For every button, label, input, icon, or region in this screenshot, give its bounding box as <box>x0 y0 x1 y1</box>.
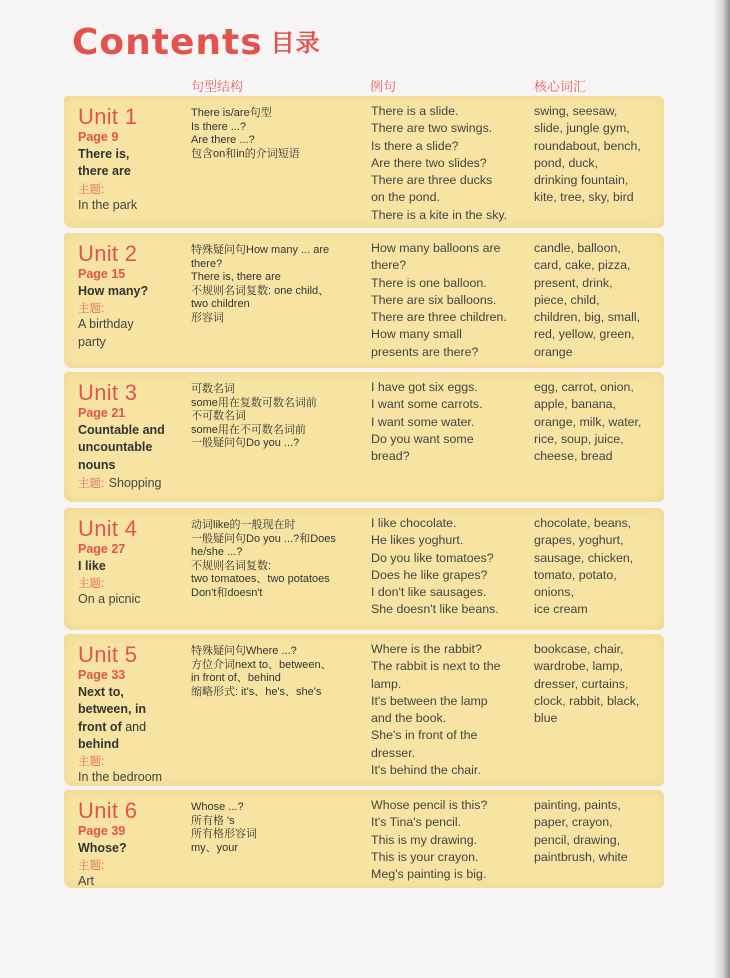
book-spine-shadow <box>714 0 730 978</box>
vocabulary-line: pencil, drawing, <box>534 832 621 847</box>
vocabulary-line: dresser, curtains, <box>534 676 629 691</box>
structure-line: 形容词 <box>191 311 224 324</box>
structure-line: in front of、behind <box>191 672 281 684</box>
example-line: I want some water. <box>371 414 475 429</box>
example-line: There is a kite in the sky. <box>371 207 508 222</box>
structure-line: 可数名词 <box>191 383 235 395</box>
structure-line: Don't和doesn't <box>191 586 263 599</box>
structure-line: 所有格形容词 <box>191 828 257 840</box>
unit-theme: In the park <box>78 197 138 212</box>
unit-grammar-line: How many? <box>78 284 149 298</box>
example-line: The rabbit is next to the <box>371 659 501 674</box>
structure-line: two tomatoes、two potatoes <box>191 573 330 585</box>
vocabulary-line: grapes, yoghurt, <box>534 533 624 548</box>
vocabulary-line: orange, milk, water, <box>534 414 642 429</box>
example-line: It's between the lamp <box>371 693 488 708</box>
example-line: Does he like grapes? <box>371 567 488 582</box>
vocabulary-cell <box>534 797 660 866</box>
vocabulary-line: candle, balloon, <box>534 241 621 255</box>
vocabulary-line: wardrobe, lamp, <box>534 659 623 674</box>
vocabulary-line: piece, child, <box>534 292 600 307</box>
unit-theme: On a picnic <box>78 592 141 607</box>
structure-line: 包含on和in的介词短语 <box>191 147 300 160</box>
unit-name: Unit 5 <box>78 642 138 667</box>
example-line: I have got six eggs. <box>371 380 478 394</box>
vocabulary-cell <box>534 515 660 619</box>
example-line: Is there a slide? <box>371 138 459 153</box>
example-line: Do you like tomatoes? <box>371 550 494 565</box>
examples-cell <box>371 103 526 224</box>
structure-cell <box>191 519 361 600</box>
unit-name: Unit 4 <box>78 516 138 541</box>
example-line: There is a slide. <box>371 104 459 118</box>
example-line: bread? <box>371 449 410 464</box>
page-title <box>72 22 321 63</box>
example-line: She's in front of the <box>371 728 478 743</box>
vocabulary-cell <box>534 379 660 465</box>
vocabulary-line: slide, jungle gym, <box>534 121 630 136</box>
example-line: It's behind the chair. <box>371 763 481 778</box>
example-line: There are six balloons. <box>371 292 497 307</box>
examples-cell <box>371 240 526 361</box>
vocabulary-line: chocolate, beans, <box>534 516 632 530</box>
example-line: Whose pencil is this? <box>371 798 488 812</box>
vocabulary-line: egg, carrot, onion, <box>534 380 634 394</box>
vocabulary-line: blue <box>534 711 558 726</box>
unit-grammar-line: between, in <box>78 702 147 717</box>
unit-info <box>78 517 188 609</box>
vocabulary-line: bookcase, chair, <box>534 642 624 656</box>
vocabulary-cell <box>534 641 660 727</box>
structure-line: some用在不可数名词前 <box>191 423 306 436</box>
theme-label: 主题: <box>78 578 105 591</box>
structure-cell <box>191 801 361 855</box>
unit-theme: A birthday party <box>78 317 134 349</box>
column-header-structure: 句型结构 <box>191 80 244 95</box>
vocabulary-cell <box>534 103 660 207</box>
vocabulary-line: tomato, potato, <box>534 567 617 582</box>
example-line: lamp. <box>371 676 402 691</box>
vocabulary-line: ice cream <box>534 602 588 617</box>
structure-cell <box>191 107 361 161</box>
vocabulary-line: onions, <box>534 585 574 600</box>
vocabulary-line: kite, tree, sky, bird <box>534 190 634 205</box>
unit-row-4[interactable] <box>64 508 664 630</box>
unit-grammar-line: there are <box>78 164 131 179</box>
example-line: This is my drawing. <box>371 832 478 847</box>
vocabulary-line: pond, duck, <box>534 155 599 170</box>
structure-line: 缩略形式: it's、he's、she's <box>191 685 322 698</box>
unit-info <box>78 242 188 351</box>
unit-name: Unit 3 <box>78 380 138 405</box>
unit-grammar-line: front of <box>78 719 122 734</box>
example-line: There are three ducks <box>371 173 493 188</box>
theme-label: 主题: <box>78 477 105 490</box>
unit-page: Page 9 <box>78 130 119 144</box>
example-line: I don't like sausages. <box>371 585 487 600</box>
vocabulary-cell <box>534 240 660 361</box>
example-line: I want some carrots. <box>371 397 483 412</box>
theme-label: 主题: <box>78 756 105 769</box>
structure-line: he/she ...? <box>191 546 243 558</box>
unit-row-1[interactable] <box>64 96 664 228</box>
unit-theme: Art <box>78 874 94 889</box>
vocabulary-line: paper, crayon, <box>534 815 613 830</box>
unit-grammar-line: I like <box>78 559 106 573</box>
vocabulary-line: painting, paints, <box>534 798 621 812</box>
unit-page: Page 15 <box>78 267 126 281</box>
structure-line: 不规则名词复数: <box>191 559 272 572</box>
structure-line: 特殊疑问句Where ...? <box>191 645 297 657</box>
example-line: How many balloons are <box>371 241 501 255</box>
structure-line: my、your <box>191 841 239 854</box>
unit-name: Unit 6 <box>78 798 138 823</box>
structure-cell <box>191 645 361 699</box>
example-line: and the book. <box>371 711 447 726</box>
theme-label: 主题: <box>78 183 105 196</box>
example-line: Are there two slides? <box>371 155 487 170</box>
example-line: Where is the rabbit? <box>371 642 482 656</box>
title-en: Contents <box>72 22 263 63</box>
unit-page: Page 21 <box>78 406 126 420</box>
column-header-examples: 例句 <box>370 80 397 95</box>
example-line: I like chocolate. <box>371 516 457 530</box>
example-line: Meg's painting is big. <box>371 867 487 882</box>
vocabulary-line: orange <box>534 344 573 359</box>
structure-line: Whose ...? <box>191 801 244 813</box>
unit-row-3[interactable] <box>64 372 664 502</box>
theme-label: 主题: <box>78 303 105 316</box>
structure-line: Are there ...? <box>191 134 255 146</box>
example-line: There is one balloon. <box>371 275 487 290</box>
unit-grammar-line: Countable and <box>78 423 165 437</box>
unit-info <box>78 643 188 786</box>
structure-line: 方位介词next to、between、 <box>191 658 332 671</box>
examples-cell <box>371 641 526 779</box>
unit-info <box>78 381 188 492</box>
vocabulary-line: rice, soup, juice, <box>534 431 624 446</box>
structure-line: Is there ...? <box>191 120 247 133</box>
vocabulary-line: children, big, small, <box>534 310 641 325</box>
structure-line: some用在复数可数名词前 <box>191 396 317 409</box>
vocabulary-line: paintbrush, white <box>534 849 628 864</box>
structure-line: 一般疑问句Do you ...?和Does <box>191 532 336 545</box>
unit-row-5[interactable] <box>64 634 664 786</box>
unit-theme: In the bedroom <box>78 770 163 785</box>
examples-cell <box>371 797 526 883</box>
example-line: How many small <box>371 327 462 342</box>
unit-row-6[interactable] <box>64 790 664 888</box>
unit-name: Unit 2 <box>78 241 138 266</box>
unit-grammar-line: Whose? <box>78 841 127 855</box>
example-line: Do you want some <box>371 431 474 446</box>
structure-line: 不规则名词复数: one child、 <box>191 284 330 297</box>
examples-cell <box>371 515 526 619</box>
unit-info <box>78 105 188 214</box>
example-line: He likes yoghurt. <box>371 533 464 548</box>
unit-row-2[interactable] <box>64 233 664 368</box>
unit-grammar-line: Next to, <box>78 685 124 699</box>
example-line: There are two swings. <box>371 121 493 136</box>
structure-cell <box>191 244 361 325</box>
structure-line: There is/are句型 <box>191 107 272 119</box>
theme-label: 主题: <box>78 860 105 873</box>
examples-cell <box>371 379 526 465</box>
unit-grammar-line: There is, <box>78 147 130 161</box>
example-line: It's Tina's pencil. <box>371 815 462 830</box>
example-line: dresser. <box>371 745 416 760</box>
structure-cell <box>191 383 361 451</box>
column-header-vocabulary: 核心词汇 <box>534 80 587 95</box>
structure-line: 所有格 's <box>191 814 235 827</box>
unit-grammar-line: uncountable <box>78 440 153 455</box>
example-line: presents are there? <box>371 344 479 359</box>
structure-line: 一般疑问句Do you ...? <box>191 437 300 449</box>
vocabulary-line: swing, seesaw, <box>534 104 618 118</box>
structure-line: 特殊疑问句How many ... are <box>191 244 330 256</box>
vocabulary-line: present, drink, <box>534 275 613 290</box>
unit-page: Page 39 <box>78 824 126 838</box>
unit-grammar-line: behind <box>78 736 119 751</box>
example-line: on the pond. <box>371 190 440 205</box>
example-line: there? <box>371 258 407 273</box>
example-line: She doesn't like beans. <box>371 602 499 617</box>
unit-grammar-and: and <box>125 719 147 734</box>
structure-line: 不可数名词 <box>191 410 246 422</box>
unit-theme: Shopping <box>108 475 162 490</box>
unit-grammar-line: nouns <box>78 457 116 472</box>
structure-line: two children <box>191 298 250 310</box>
unit-name: Unit 1 <box>78 104 138 129</box>
unit-page: Page 33 <box>78 668 126 682</box>
example-line: This is your crayon. <box>371 849 479 864</box>
example-line: There are three children. <box>371 310 507 325</box>
vocabulary-line: sausage, chicken, <box>534 550 634 565</box>
vocabulary-line: card, cake, pizza, <box>534 258 631 273</box>
vocabulary-line: red, yellow, green, <box>534 327 635 342</box>
unit-info <box>78 799 188 891</box>
structure-line: 动词like的一般现在时 <box>191 519 296 531</box>
vocabulary-line: apple, banana, <box>534 397 616 412</box>
vocabulary-line: roundabout, bench, <box>534 138 641 153</box>
structure-line: There is, there are <box>191 271 281 283</box>
unit-page: Page 27 <box>78 542 126 556</box>
title-zh: 目录 <box>270 29 321 57</box>
vocabulary-line: drinking fountain, <box>534 173 629 188</box>
structure-line: there? <box>191 257 223 270</box>
vocabulary-line: cheese, bread <box>534 449 613 464</box>
vocabulary-line: clock, rabbit, black, <box>534 693 640 708</box>
